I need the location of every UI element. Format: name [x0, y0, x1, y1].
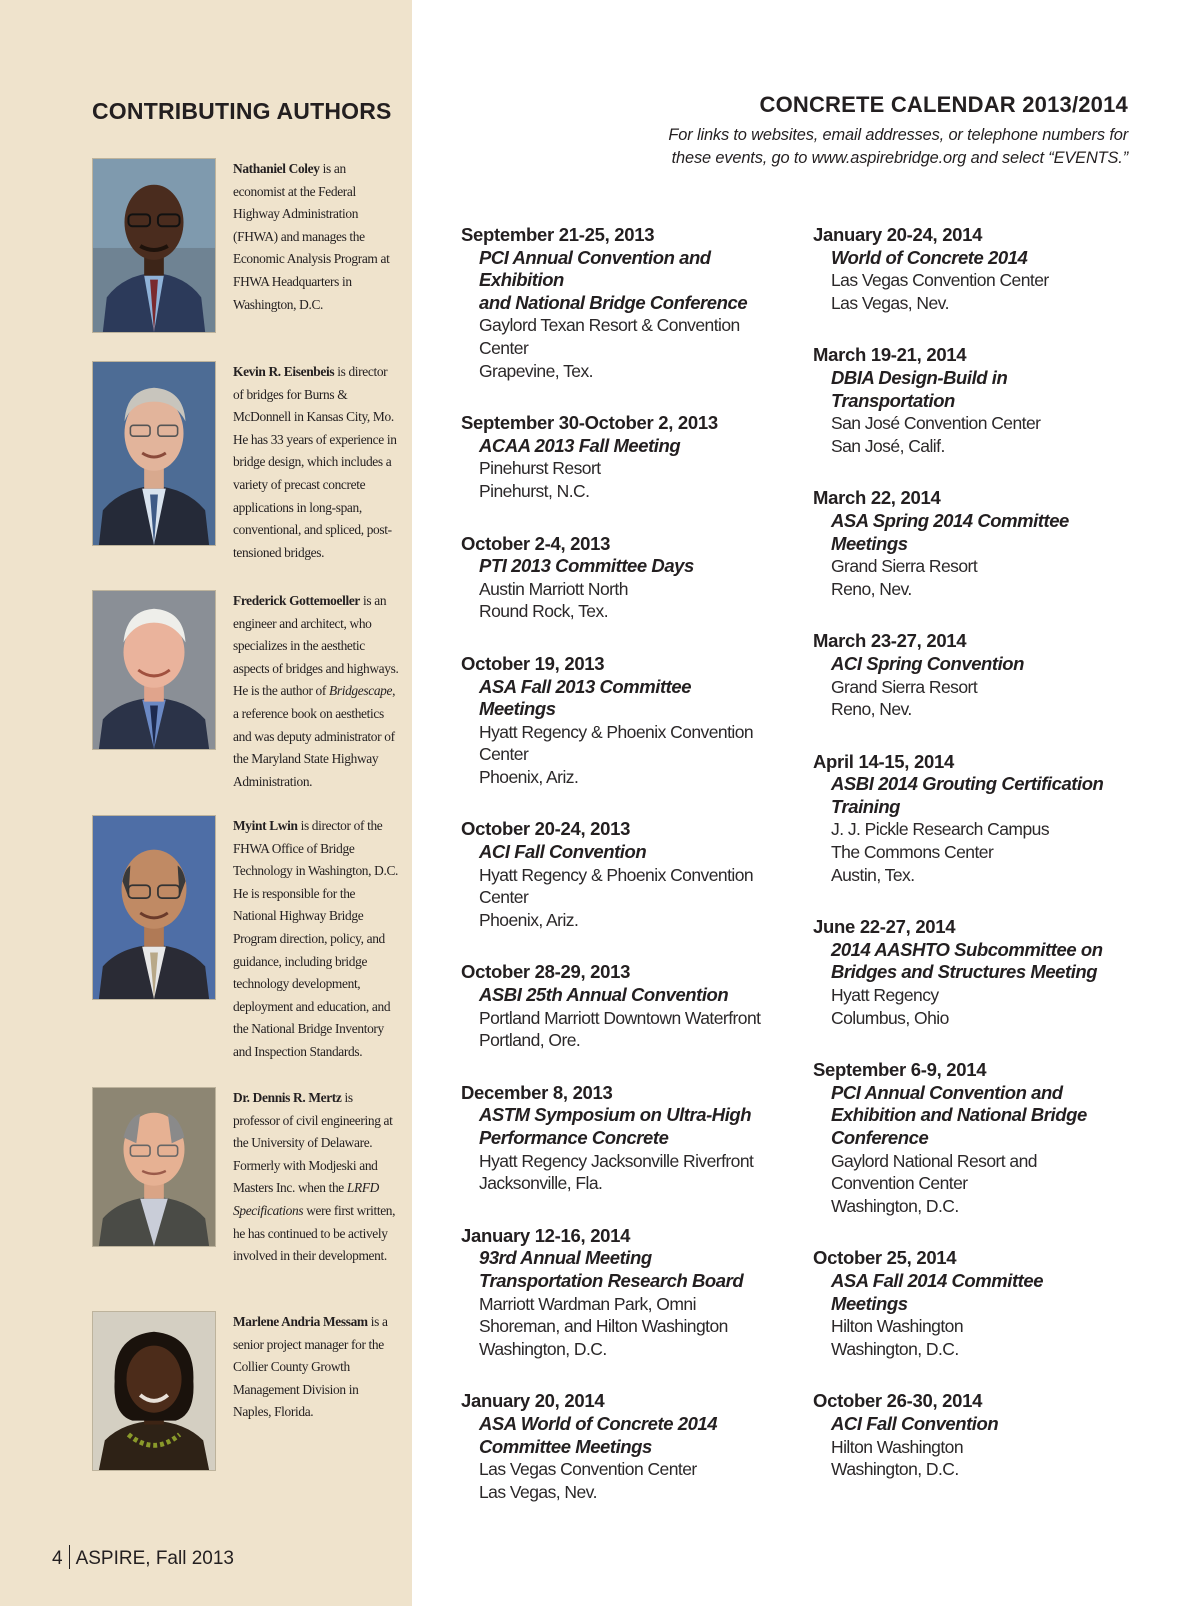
contributing-authors-sidebar — [0, 0, 412, 1606]
calendar-event — [461, 818, 796, 931]
calendar-title: CONCRETE CALENDAR 2013/2014 — [759, 92, 1128, 117]
event-name: Performance Concrete — [479, 1127, 669, 1148]
event-location: Reno, Nev. — [831, 578, 912, 599]
event-name: ASA World of Concrete 2014 — [479, 1412, 718, 1434]
calendar-note-line: these events, go to www.aspirebridge.org and select “EVENTS.” — [671, 149, 1128, 167]
event-date: March 22, 2014 — [813, 487, 941, 509]
event-location: Pinehurst, N.C. — [479, 480, 590, 501]
author-bio: Kevin R. Eisenbeis is director of bridges for Burns & McDonnell in Kansas City, Mo. He has 33 years of experience in bridge design, which includes a variety of precast concrete applications in long-span, conventional, and spliced, post-tensioned bridges. — [233, 364, 397, 560]
calendar-event — [813, 1059, 1143, 1217]
event-date: January 12-16, 2014 — [461, 1224, 631, 1246]
event-location: Hyatt Regency & Phoenix Convention Center — [479, 864, 754, 908]
event-name: and National Bridge Conference — [479, 291, 748, 313]
event-date: April 14-15, 2014 — [813, 750, 954, 772]
event-name: PTI 2013 Committee Days — [479, 555, 694, 577]
event-name: ACAA 2013 Fall Meeting — [479, 434, 681, 456]
event-name: ASBI 2014 Grouting Certification — [831, 773, 1104, 795]
event-date: January 20, 2014 — [461, 1390, 605, 1412]
author-bio: Marlene Andria Messam is a senior project manager for the Collier County Growth Management Division in Naples, Florida. — [233, 1314, 388, 1420]
event-location: Las Vegas Convention Center — [831, 270, 1049, 291]
event-name: Meetings — [479, 698, 556, 720]
author-name: Myint Lwin — [233, 818, 298, 833]
event-name: Meetings — [831, 532, 908, 554]
calendar-column-left — [461, 224, 796, 1503]
calendar-event — [461, 1225, 796, 1361]
event-name: Conference — [831, 1127, 929, 1148]
page-number: 4 — [52, 1548, 63, 1569]
contributing-authors-title: CONTRIBUTING AUTHORS — [92, 98, 392, 124]
author-name: Kevin R. Eisenbeis — [233, 364, 335, 379]
event-date: October 2-4, 2013 — [461, 532, 611, 554]
footer-divider — [69, 1545, 70, 1569]
event-location: Grand Sierra Resort — [831, 676, 978, 697]
event-name: ACI Fall Convention — [479, 841, 647, 863]
author-bio: Nathaniel Coley is an economist at the Federal Highway Administration (FHWA) and manages the Economic Analysis Program at FHWA Headquarters in Washington, D.C. — [233, 161, 390, 312]
calendar-event — [813, 916, 1143, 1029]
event-location: Austin, Tex. — [831, 864, 915, 885]
calendar-event — [461, 1390, 796, 1503]
author-bio: Frederick Gottemoeller is an engineer and architect, who specializes in the aesthetic aspects of bridges and highways. He is the author of Bridgescape, a reference book on aesthetics and was deputy administrator of the Maryland State Highway Administration. — [233, 593, 399, 789]
event-date: September 21-25, 2013 — [461, 224, 655, 245]
event-location: Grand Sierra Resort — [831, 556, 978, 577]
event-date: March 19-21, 2014 — [813, 344, 967, 366]
event-name: PCI Annual Convention and Exhibition — [479, 246, 711, 291]
event-location: Reno, Nev. — [831, 699, 912, 720]
calendar-column-right — [813, 224, 1143, 1481]
calendar-note — [428, 124, 1128, 170]
event-location: Round Rock, Tex. — [479, 601, 609, 622]
event-name: Bridges and Structures Meeting — [831, 961, 1098, 983]
event-location: Gaylord National Resort and — [831, 1150, 1037, 1171]
calendar-event — [461, 961, 796, 1051]
event-name: ASA Fall 2013 Committee — [479, 675, 692, 697]
event-location: The Commons Center — [831, 842, 994, 863]
calendar-header — [428, 92, 1128, 170]
event-location: Shoreman, and Hilton Washington — [479, 1316, 728, 1337]
author-name: Nathaniel Coley — [233, 161, 320, 176]
author-bio: Dr. Dennis R. Mertz is professor of civil engineering at the University of Delaware. Formerly with Modjeski and Masters Inc. when the LRFD Specifications were first written, he has continued to be actively involved in their development. — [233, 1090, 396, 1264]
event-location: Washington, D.C. — [831, 1459, 959, 1480]
author-photo — [92, 590, 216, 750]
event-name: PCI Annual Convention and — [831, 1081, 1063, 1103]
event-date: June 22-27, 2014 — [813, 916, 956, 938]
event-location: San José Convention Center — [831, 413, 1041, 434]
event-location: Phoenix, Ariz. — [479, 766, 579, 787]
event-location: Hyatt Regency Jacksonville Riverfront — [479, 1150, 754, 1171]
event-date: October 28-29, 2013 — [461, 961, 631, 983]
calendar-note-line: For links to websites, email addresses, or telephone numbers for — [668, 126, 1128, 144]
event-date: October 25, 2014 — [813, 1247, 957, 1269]
author-name: Frederick Gottemoeller — [233, 593, 361, 608]
event-date: September 6-9, 2014 — [813, 1059, 987, 1081]
event-location: Washington, D.C. — [831, 1195, 959, 1216]
event-date: January 20-24, 2014 — [813, 224, 983, 245]
author-bio: Myint Lwin is director of the FHWA Office of Bridge Technology in Washington, D.C. He is responsible for the National Highway Bridge Program direction, policy, and guidance, including bridge technology development, deployment and education, and the National Bridge Inventory and Inspection Standards. — [233, 818, 399, 1059]
author-photo — [92, 361, 216, 546]
event-location: Hilton Washington — [831, 1436, 964, 1457]
event-location: Convention Center — [831, 1173, 968, 1194]
publication-name: ASPIRE, Fall 2013 — [75, 1548, 234, 1569]
event-date: March 23-27, 2014 — [813, 630, 967, 652]
event-date: December 8, 2013 — [461, 1081, 613, 1103]
author-photo — [92, 1087, 216, 1247]
event-name: Exhibition and National Bridge — [831, 1104, 1087, 1126]
event-name: ASBI 25th Annual Convention — [479, 984, 729, 1006]
event-location: Las Vegas, Nev. — [831, 292, 949, 313]
author-photo — [92, 815, 216, 1000]
author-name: Dr. Dennis R. Mertz — [233, 1090, 342, 1105]
event-name: 93rd Annual Meeting — [479, 1247, 652, 1269]
calendar-event — [813, 1390, 1143, 1480]
calendar-event — [461, 412, 796, 502]
event-location: Hilton Washington — [831, 1316, 964, 1337]
event-name: ASTM Symposium on Ultra-High — [479, 1104, 752, 1126]
author-photo — [92, 158, 216, 333]
event-location: Jacksonville, Fla. — [479, 1173, 603, 1194]
event-location: Pinehurst Resort — [479, 458, 601, 479]
event-location: San José, Calif. — [831, 435, 945, 456]
event-location: Portland, Ore. — [479, 1030, 581, 1051]
event-name: ACI Fall Convention — [831, 1412, 999, 1434]
calendar-event — [461, 224, 796, 382]
event-location: Las Vegas Convention Center — [479, 1459, 697, 1480]
calendar-event — [461, 653, 796, 789]
event-location: Marriott Wardman Park, Omni — [479, 1293, 696, 1314]
calendar-event — [813, 487, 1143, 600]
event-date: October 19, 2013 — [461, 652, 605, 674]
event-location: Grapevine, Tex. — [479, 360, 593, 381]
calendar-event — [813, 630, 1143, 720]
event-location: Austin Marriott North — [479, 578, 628, 599]
calendar-event — [813, 751, 1143, 887]
event-date: September 30-October 2, 2013 — [461, 412, 718, 434]
event-name: World of Concrete 2014 — [831, 246, 1028, 268]
event-location: Columbus, Ohio — [831, 1007, 949, 1028]
calendar-event — [461, 1082, 796, 1195]
event-name: Committee Meetings — [479, 1435, 652, 1457]
event-name: Meetings — [831, 1292, 908, 1314]
event-name: ASA Fall 2014 Committee — [831, 1269, 1044, 1291]
event-name: ACI Spring Convention — [831, 652, 1025, 674]
event-location: Hyatt Regency & Phoenix Convention Center — [479, 721, 754, 765]
calendar-event — [813, 1247, 1143, 1360]
event-name: Training — [831, 795, 901, 817]
event-name: Transportation — [831, 389, 955, 411]
event-location: Washington, D.C. — [479, 1338, 607, 1359]
event-location: Las Vegas, Nev. — [479, 1481, 597, 1502]
calendar-event — [813, 344, 1143, 457]
event-location: J. J. Pickle Research Campus — [831, 819, 1050, 840]
event-name: 2014 AASHTO Subcommittee on — [831, 938, 1103, 960]
event-date: October 20-24, 2013 — [461, 818, 631, 840]
event-location: Gaylord Texan Resort & Convention — [479, 315, 740, 336]
event-location: Center — [479, 337, 529, 358]
author-name: Marlene Andria Messam — [233, 1314, 368, 1329]
event-name: Transportation Research Board — [479, 1269, 744, 1291]
event-date: October 26-30, 2014 — [813, 1390, 983, 1412]
calendar-event — [813, 224, 1143, 314]
author-photo — [92, 1311, 216, 1471]
event-location: Portland Marriott Downtown Waterfront — [479, 1007, 761, 1028]
event-location: Hyatt Regency — [831, 985, 939, 1006]
event-location: Washington, D.C. — [831, 1338, 959, 1359]
event-name: DBIA Design-Build in — [831, 366, 1008, 388]
calendar-event — [461, 533, 796, 623]
event-name: ASA Spring 2014 Committee — [831, 509, 1069, 531]
event-location: Phoenix, Ariz. — [479, 909, 579, 930]
page-footer — [52, 1545, 234, 1570]
